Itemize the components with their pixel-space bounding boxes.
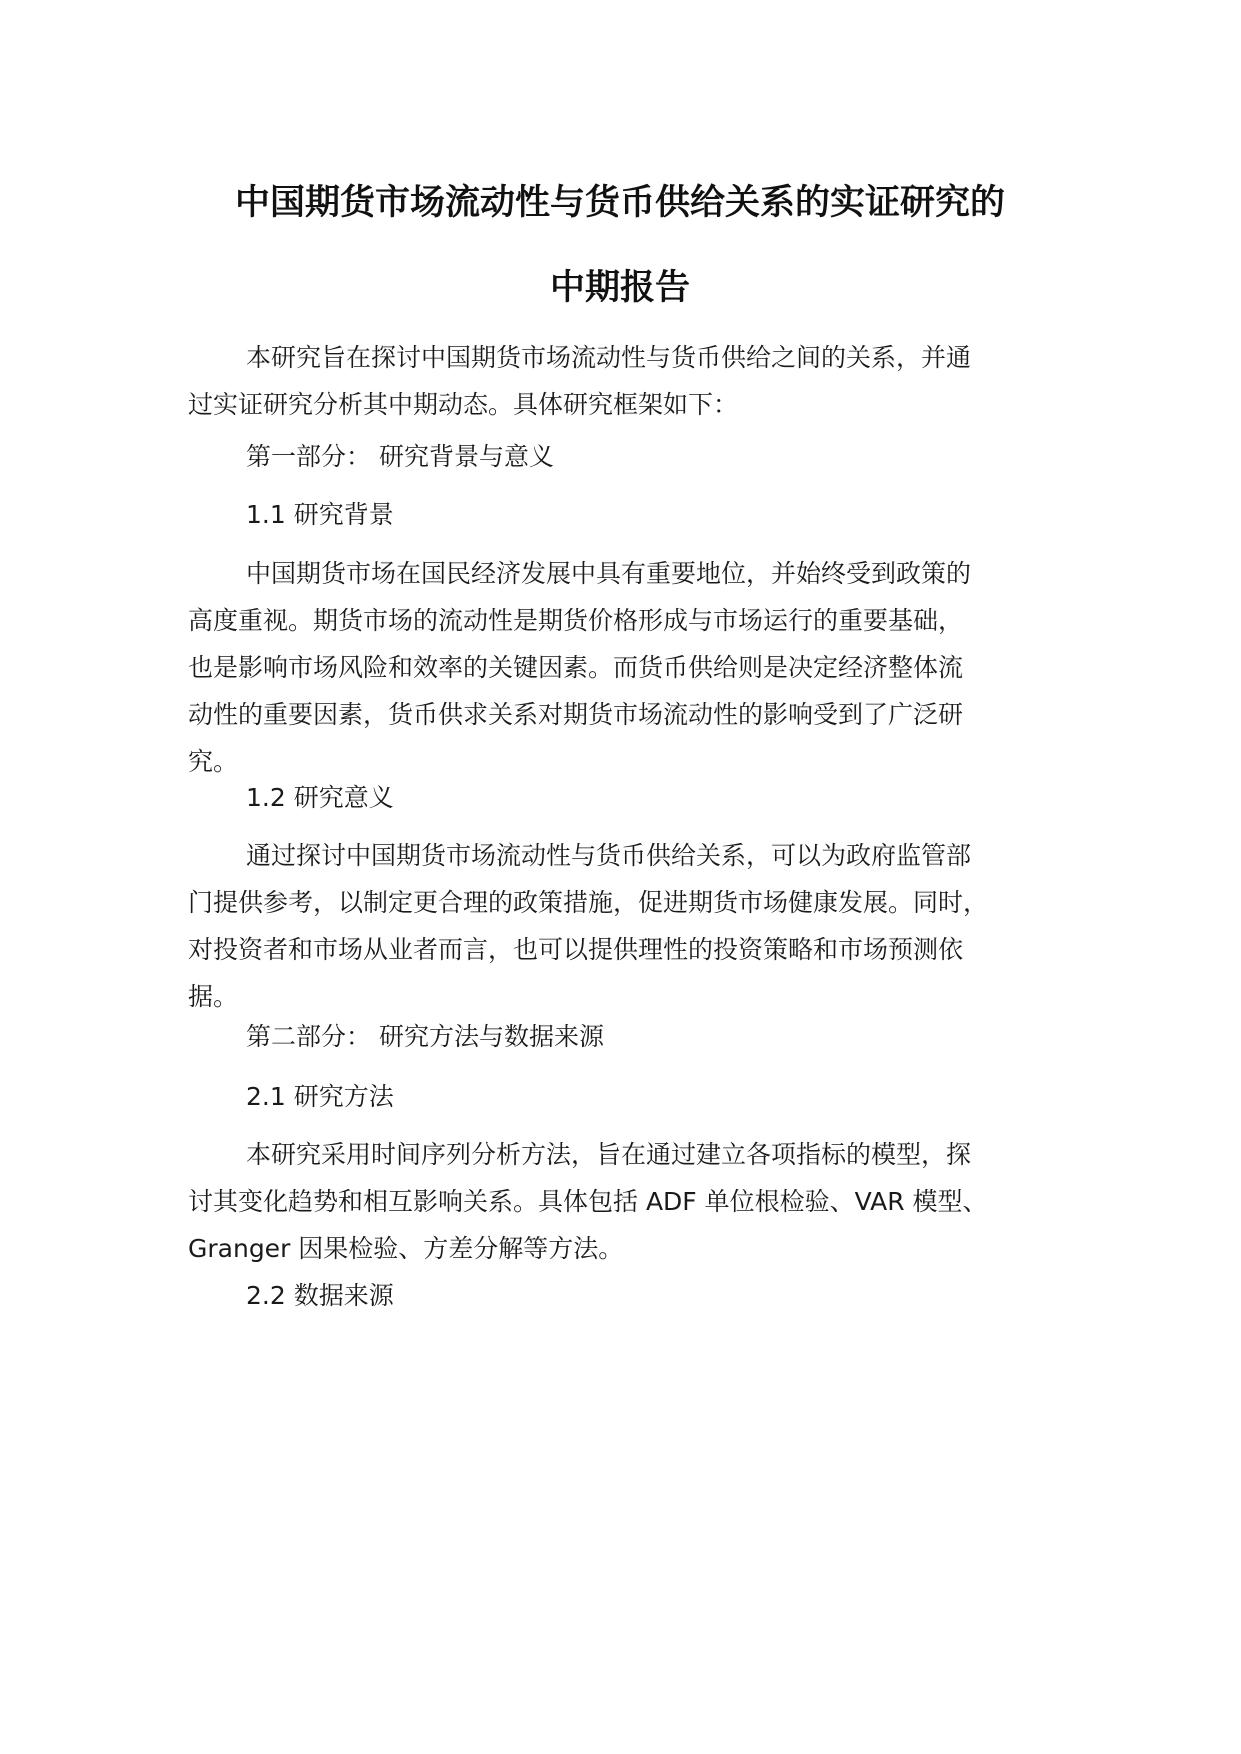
section-2-1-paragraph (188, 1142, 1078, 1283)
heading-text: 2.1 研究方法 (246, 1082, 394, 1111)
document-title-line-2: 中期报告 (549, 268, 690, 308)
heading-text: 第一部分： 研究背景与意义 (246, 442, 554, 471)
heading-text: 1.1 研究背景 (246, 500, 394, 529)
paragraph-line: 过实证研究分析其中期动态。具体研究框架如下： (188, 390, 739, 419)
part-1-heading (188, 444, 1078, 491)
section-2-2-heading (188, 1283, 1078, 1330)
paragraph-line: 讨其变化趋势和相互影响关系。具体包括 ADF 单位根检验、VAR 模型、 (188, 1187, 988, 1216)
document-title-line-1: 中国期货市场流动性与货币供给关系的实证研究的 (234, 183, 1005, 223)
section-1-2-heading (188, 785, 1078, 832)
paragraph-line: 也是影响市场风险和效率的关键因素。而货币供给则是决定经济整体流 (188, 653, 964, 682)
heading-text: 第二部分： 研究方法与数据来源 (246, 1022, 604, 1051)
section-1-2-paragraph (188, 843, 1078, 1031)
heading-text: 2.2 数据来源 (246, 1281, 394, 1310)
paragraph-line: 本研究采用时间序列分析方法，旨在通过建立各项指标的模型，探 (246, 1140, 972, 1169)
section-1-1-paragraph (188, 561, 1078, 796)
heading-text: 1.2 研究意义 (246, 783, 394, 812)
paragraph-line: 究。 (188, 747, 239, 776)
paragraph-line: Granger 因果检验、方差分解等方法。 (188, 1234, 624, 1263)
paragraph-line: 通过探讨中国期货市场流动性与货币供给关系，可以为政府监管部 (246, 841, 972, 870)
intro-paragraph (188, 345, 1078, 439)
paragraph-line: 门提供参考，以制定更合理的政策措施，促进期货市场健康发展。同时， (188, 888, 989, 917)
section-1-1-heading (188, 502, 1078, 549)
section-2-1-heading (188, 1084, 1078, 1131)
paragraph-line: 高度重视。期货市场的流动性是期货价格形成与市场运行的重要基础， (188, 606, 964, 635)
paragraph-line: 据。 (188, 982, 239, 1011)
paragraph-line: 本研究旨在探讨中国期货市场流动性与货币供给之间的关系，并通 (246, 343, 972, 372)
paragraph-line: 对投资者和市场从业者而言，也可以提供理性的投资策略和市场预测依 (188, 935, 964, 964)
paragraph-line: 中国期货市场在国民经济发展中具有重要地位，并始终受到政策的 (246, 559, 972, 588)
part-2-heading (188, 1024, 1078, 1071)
paragraph-line: 动性的重要因素，货币供求关系对期货市场流动性的影响受到了广泛研 (188, 700, 964, 729)
